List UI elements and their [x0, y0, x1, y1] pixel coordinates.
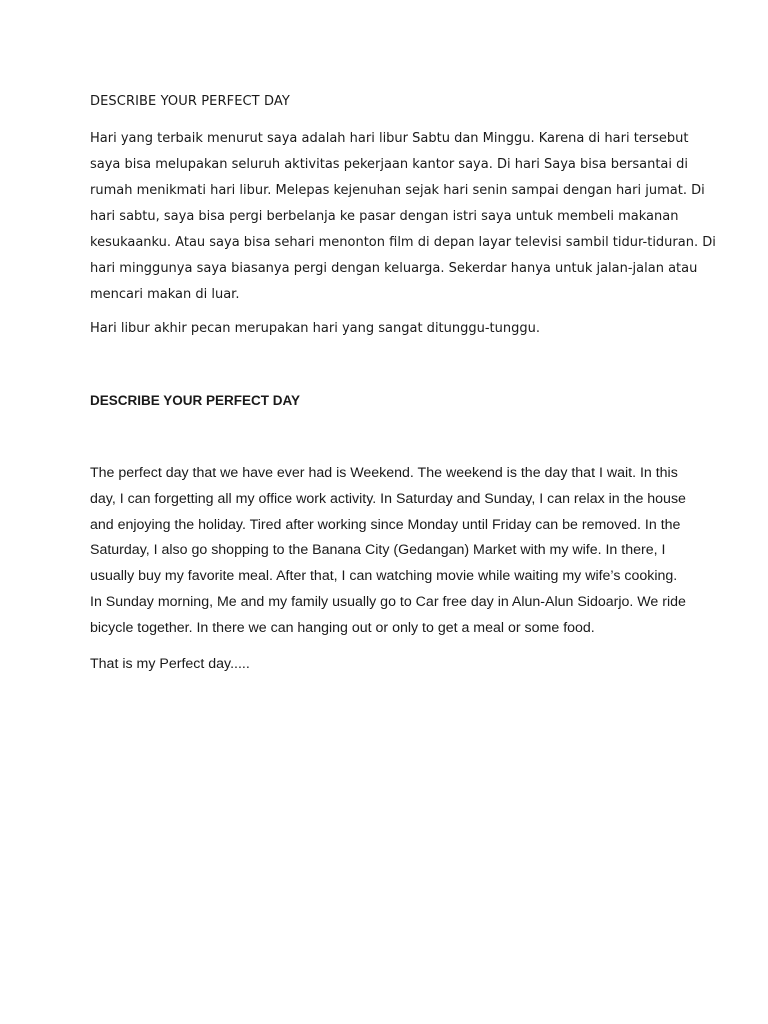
paragraph-line: kesukaanku. Atau saya bisa sehari menonton film di depan layar televisi sambil tidur-tiduran. Di: [90, 235, 716, 250]
paragraph-indonesian-main: [90, 126, 716, 308]
paragraph-line: In Sunday morning, Me and my family usually go to Car free day in Alun-Alun Sidoarjo. We ride: [90, 593, 686, 610]
heading-indonesian: DESCRIBE YOUR PERFECT DAY: [90, 94, 290, 109]
paragraph-line: Saturday, I also go shopping to the Banana City (Gedangan) Market with my wife. In there, I: [90, 542, 666, 559]
paragraph-english-closing: That is my Perfect day.....: [90, 656, 250, 672]
paragraph-line: rumah menikmati hari libur. Melepas kejenuhan sejak hari senin sampai dengan hari jumat. Di: [90, 183, 705, 198]
paragraph-line: and enjoying the holiday. Tired after working since Monday until Friday can be removed. In the: [90, 516, 681, 533]
paragraph-line: day, I can forgetting all my office work activity. In Saturday and Sunday, I can relax in the house: [90, 490, 686, 507]
paragraph-line: hari sabtu, saya bisa pergi berbelanja ke pasar dengan istri saya untuk membeli makanan: [90, 209, 679, 224]
paragraph-line: saya bisa melupakan seluruh aktivitas pekerjaan kantor saya. Di hari Saya bisa bersantai di: [90, 157, 688, 172]
paragraph-line: bicycle together. In there we can hanging out or only to get a meal or some food.: [90, 619, 595, 636]
paragraph-line: usually buy my favorite meal. After that, I can watching movie while waiting my wife’s cooking.: [90, 568, 678, 585]
paragraph-indonesian-closing: Hari libur akhir pecan merupakan hari yang sangat ditunggu-tunggu.: [90, 321, 541, 336]
paragraph-line: Hari yang terbaik menurut saya adalah hari libur Sabtu dan Minggu. Karena di hari tersebut: [90, 131, 689, 146]
paragraph-line: mencari makan di luar.: [90, 287, 240, 302]
paragraph-line: The perfect day that we have ever had is Weekend. The weekend is the day that I wait. In this: [90, 465, 678, 481]
paragraph-line: hari minggunya saya biasanya pergi dengan keluarga. Sekerdar hanya untuk jalan-jalan atau: [90, 261, 698, 276]
paragraph-english-main: [90, 461, 690, 642]
heading-english: DESCRIBE YOUR PERFECT DAY: [90, 393, 301, 408]
